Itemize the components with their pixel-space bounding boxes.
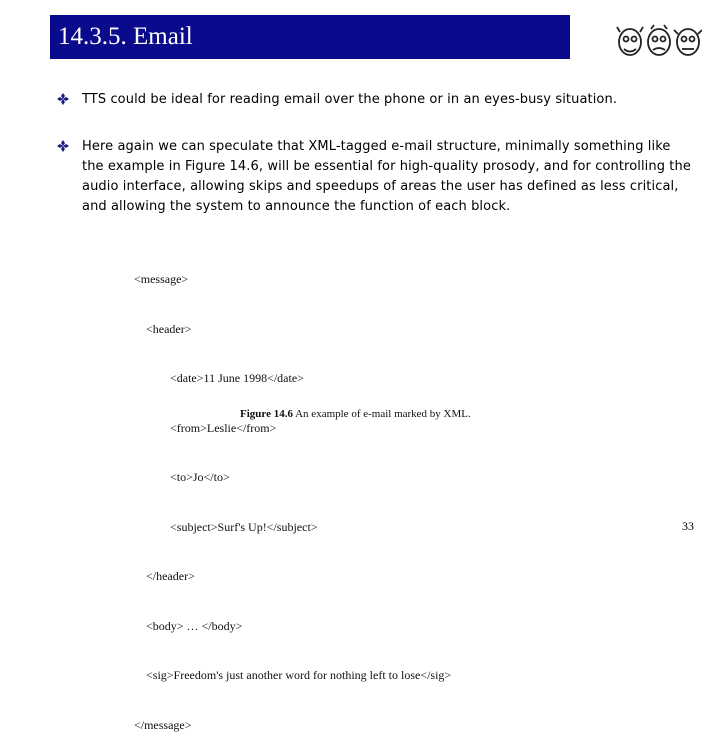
page-number: 33 [682,519,694,533]
diamond-bullet-icon [56,92,70,106]
code-line: <subject>Surf's Up!</subject> [134,519,318,534]
code-line: <message> [134,272,189,286]
xml-example-figure [134,238,451,750]
cartoon-faces-icon [616,24,702,60]
figure-caption [240,408,471,420]
diamond-bullet-icon [56,139,70,153]
code-line: <to>Jo</to> [134,470,230,484]
slide-title: 14.3.5. Email [58,23,193,50]
code-line: <from>Leslie</from> [134,420,277,435]
code-line: <body> … </body> [134,618,243,633]
code-line: <sig>Freedom's just another word for nothing left to lose</sig> [134,668,452,682]
code-line: <header> [134,321,192,336]
code-line: </header> [134,569,195,583]
title-bar [50,15,570,59]
code-line: <date>11 June 1998</date> [134,371,304,385]
caption-label: Figure 14.6 [240,408,293,420]
bullet-text: TTS could be ideal for reading email over the phone or in an eyes-busy situation. [82,92,618,107]
code-line: </message> [134,717,192,732]
caption-text: An example of e-mail marked by XML. [292,408,471,420]
bullet-text: Here again we can speculate that XML-tagged e-mail structure, minimally something like the example in Figure 14.6, will be essential for high-quality prosody, and for controlling the audio interface, allowing skips and speedups of areas the user has defined as less critical, and allowing the system to announce the function of each block. [82,139,691,214]
